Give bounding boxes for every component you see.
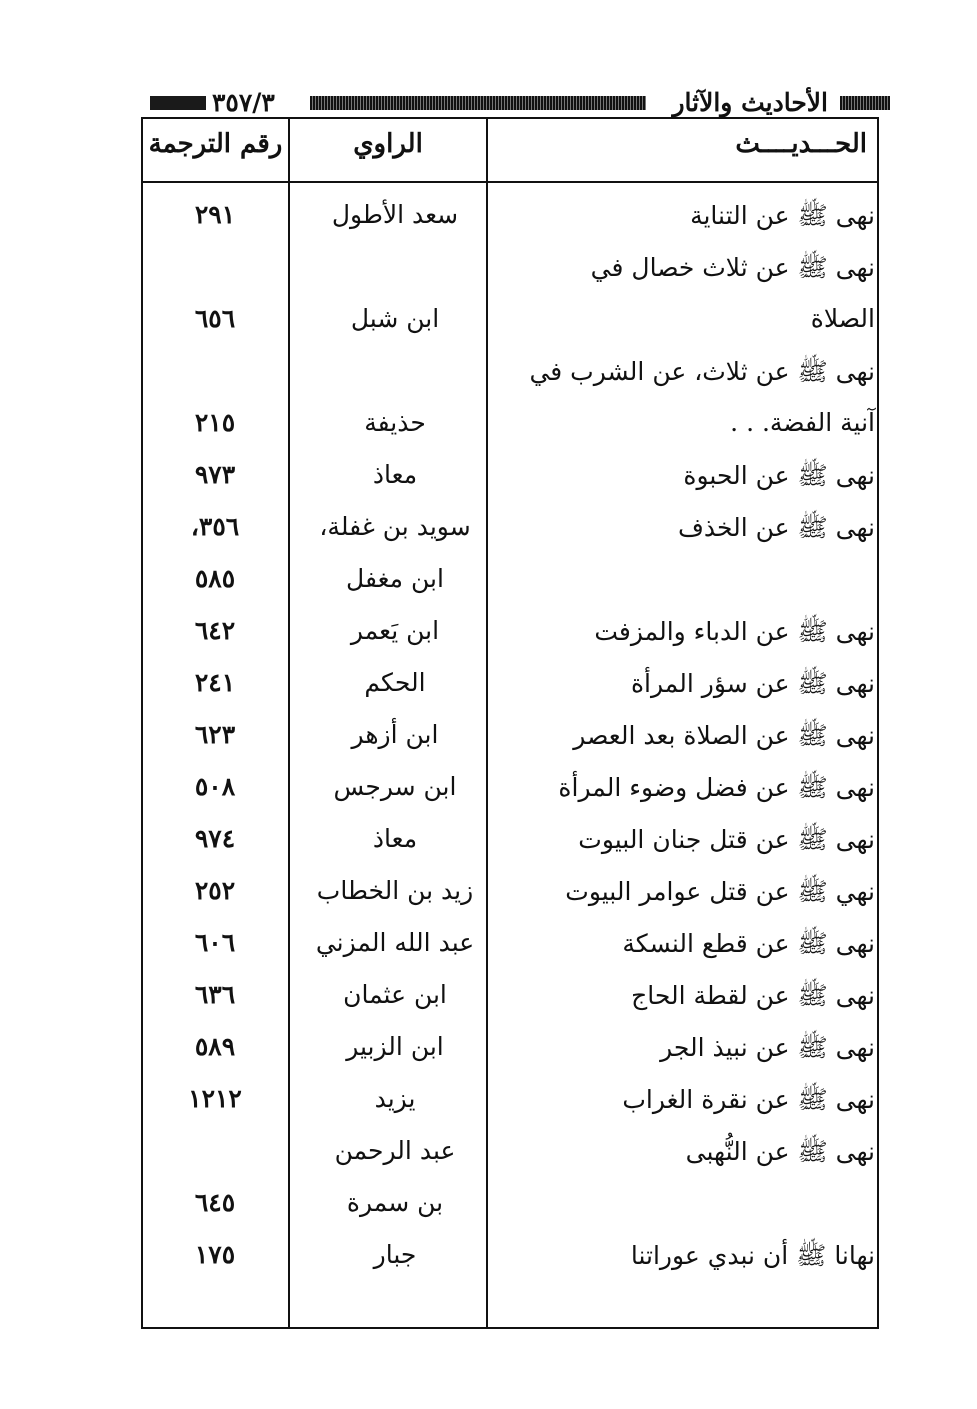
header-divider xyxy=(143,181,877,183)
narrator-name: ابن سرجس xyxy=(333,772,457,801)
narrator-name: سويد بن غفلة، xyxy=(319,512,471,541)
narrator-name: الحكم xyxy=(364,668,426,697)
narrator-name: ابن يَعمر xyxy=(350,616,440,645)
narrator-name: يزيد xyxy=(374,1084,416,1113)
translation-number: ٦٥٦ xyxy=(194,304,236,333)
translation-number: ٦٤٢ xyxy=(194,616,236,645)
hadith-text: نهى ﷺ عن فضل وضوء المرأة xyxy=(558,773,875,802)
narrator-name: سعد الأطول xyxy=(331,200,459,229)
translation-number: ٦٢٣ xyxy=(194,720,236,749)
translation-number: ٦٣٦ xyxy=(194,980,236,1009)
translation-number: ٦٠٦ xyxy=(194,928,236,957)
translation-number: ٢٤١ xyxy=(194,668,236,697)
hadith-text: نهى ﷺ عن قتل جنان البيوت xyxy=(578,825,875,854)
hadith-text: نهى ﷺ عن ثلاث، عن الشرب في xyxy=(529,357,875,386)
hadith-text: نهى ﷺ عن نبيذ الجر xyxy=(660,1033,875,1062)
hadith-text: نهى ﷺ عن التناية xyxy=(690,201,875,230)
translation-number: ٣٥٦، xyxy=(190,512,240,541)
column-header-hadith: الحـــديــــث xyxy=(735,129,867,159)
translation-number: ١٧٥ xyxy=(194,1240,236,1269)
hadith-text: نهى ﷺ عن ثلاث خصال في xyxy=(590,253,875,282)
book-title: الأحاديث والآثار xyxy=(672,88,828,117)
header-bar-right xyxy=(840,96,890,110)
column-header-narrator: الراوي xyxy=(353,129,423,159)
header-bar-left xyxy=(150,96,206,110)
hadith-text: نهى ﷺ عن قطع النسكة xyxy=(622,929,875,958)
hadith-text: نهانا ﷺ أن نبدي عوراتنا xyxy=(630,1241,875,1270)
translation-number: ٦٤٥ xyxy=(194,1188,236,1217)
hadith-text: نهى ﷺ عن الدباء والمزفت xyxy=(594,617,875,646)
hadith-text: نهى ﷺ عن الخذف xyxy=(677,513,875,542)
hadith-text: آنية الفضة. . . xyxy=(730,408,875,437)
narrator-name: ابن عثمان xyxy=(343,980,447,1009)
narrator-name: معاذ xyxy=(372,824,418,853)
translation-number: ٩٧٣ xyxy=(194,460,236,489)
hadith-text: نهى ﷺ عن الحبوة xyxy=(683,461,875,490)
translation-number: ٢٥٢ xyxy=(194,876,236,905)
narrator-name: ابن الزبير xyxy=(346,1032,444,1061)
column-divider xyxy=(288,119,290,1327)
narrator-name: حذيفة xyxy=(364,408,426,437)
narrator-name: بن سمرة xyxy=(346,1188,444,1217)
translation-number: ٥٨٩ xyxy=(194,1032,236,1061)
page-number: ٣٥٧/٣ xyxy=(212,88,275,117)
hadith-text: نهى ﷺ عن النُّهبى xyxy=(685,1137,875,1166)
hadith-text: الصلاة xyxy=(810,304,875,333)
page-header xyxy=(150,88,890,118)
narrator-name: جبار xyxy=(373,1240,417,1269)
narrator-name: زيد بن الخطاب xyxy=(316,876,474,905)
translation-number: ٥٨٥ xyxy=(194,564,236,593)
hadith-text: نهى ﷺ عن نقرة الغراب xyxy=(622,1085,875,1114)
narrator-name: عبد الله المزني xyxy=(315,928,475,957)
hadith-text: نهي ﷺ عن قتل عوامر البيوت xyxy=(565,877,875,906)
narrator-name: ابن مغفل xyxy=(346,564,444,593)
hadith-text: نهى ﷺ عن الصلاة بعد العصر xyxy=(573,721,875,750)
narrator-name: ابن أزهر xyxy=(351,720,439,749)
narrator-name: عبد الرحمن xyxy=(334,1136,456,1165)
translation-number: ٢٩١ xyxy=(194,200,236,229)
translation-number: ٥٠٨ xyxy=(194,772,236,801)
translation-number: ٩٧٤ xyxy=(194,824,236,853)
narrator-name: معاذ xyxy=(372,460,418,489)
translation-number: ٢١٥ xyxy=(194,408,236,437)
narrator-name: ابن شبل xyxy=(350,304,440,333)
hadith-text: نهى ﷺ عن سؤر المرأة xyxy=(630,669,875,698)
hadith-text: نهى ﷺ عن لقطة الحاج xyxy=(631,981,875,1010)
header-bar-middle xyxy=(310,96,646,110)
translation-number: ١٢١٢ xyxy=(188,1084,242,1113)
column-header-number: رقم الترجمة xyxy=(148,129,283,159)
